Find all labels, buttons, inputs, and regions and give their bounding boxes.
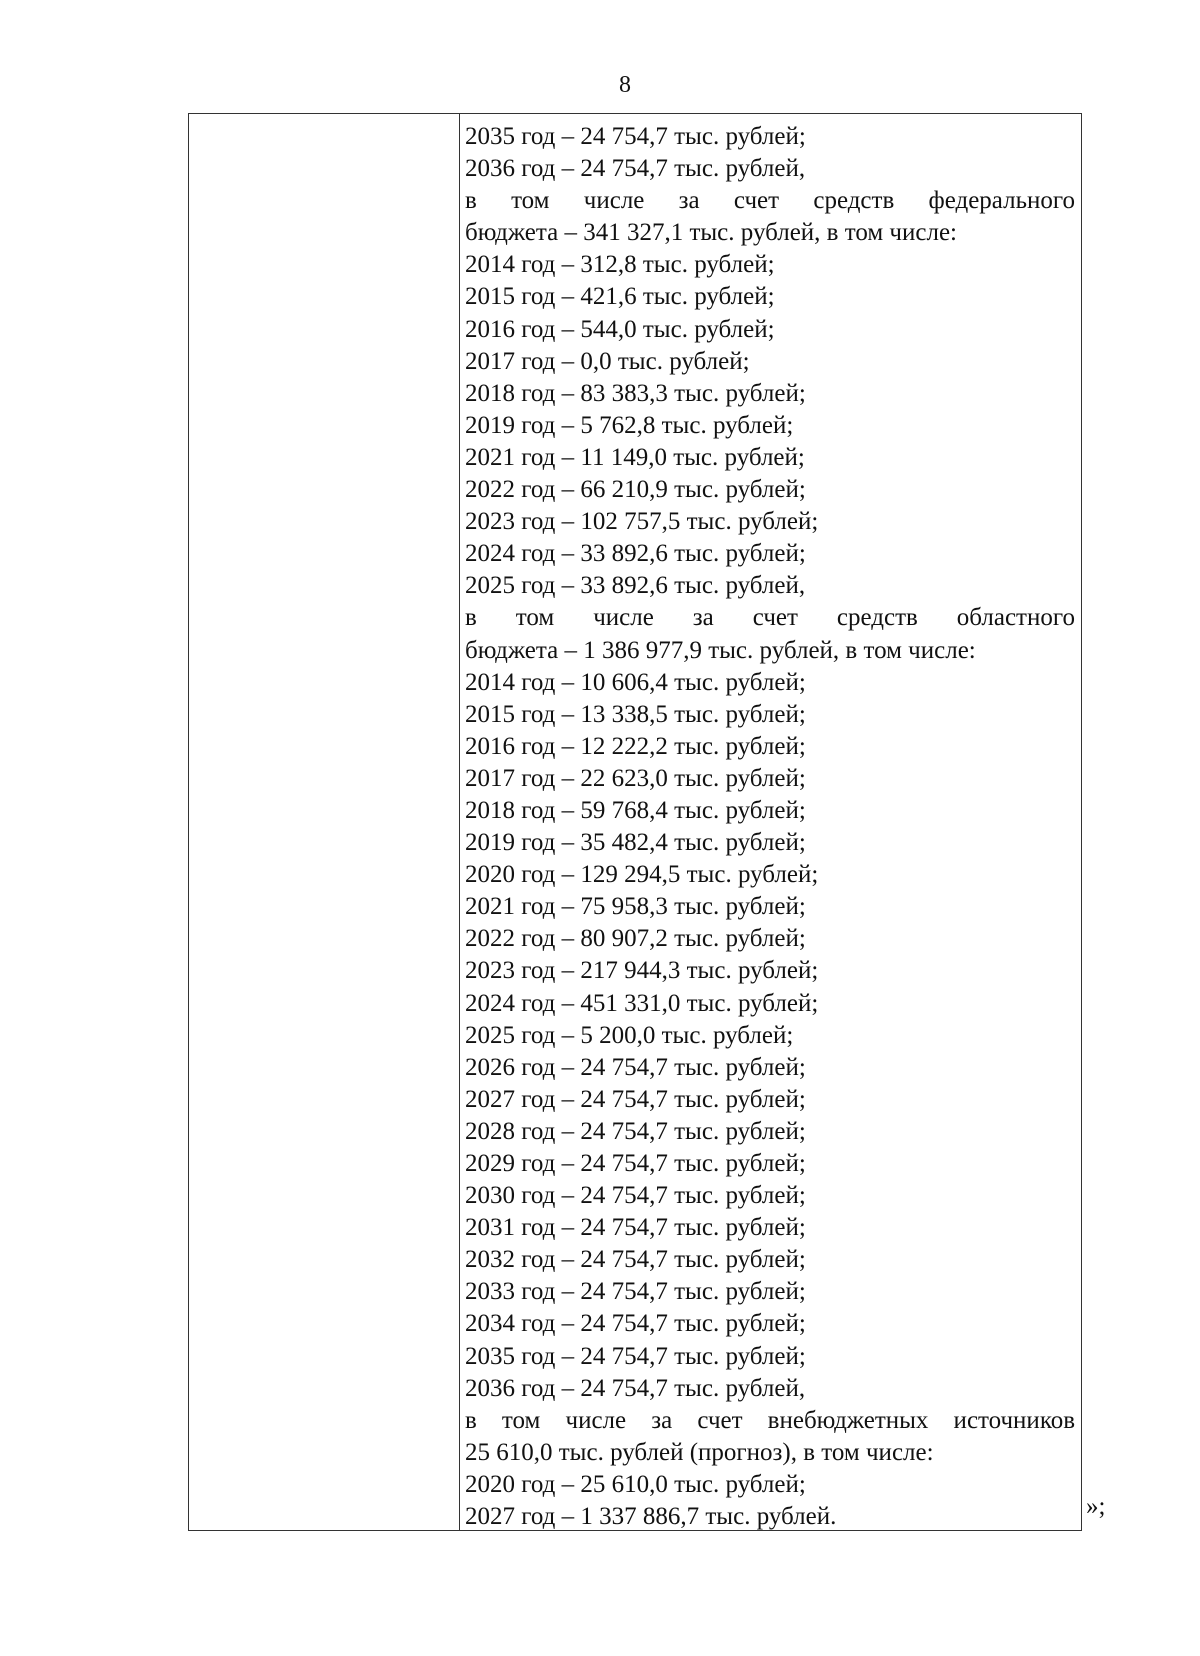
text-line: 2016 год – 544,0 тыс. рублей; — [465, 315, 775, 343]
text-line: 2034 год – 24 754,7 тыс. рублей; — [465, 1310, 806, 1338]
page-number: 8 — [619, 72, 631, 98]
text-line: 2027 год – 1 337 886,7 тыс. рублей. — [465, 1503, 837, 1531]
text-line: 2020 год – 129 294,5 тыс. рублей; — [465, 861, 819, 889]
text-line: 2026 год – 24 754,7 тыс. рублей; — [465, 1053, 806, 1081]
text-line: в том числе за счет внебюджетных источников — [465, 1406, 1075, 1434]
text-line: 2017 год – 22 623,0 тыс. рублей; — [465, 764, 806, 792]
text-line: в том числе за счет средств федерального — [465, 187, 1075, 215]
table-right-cell — [460, 114, 1081, 1530]
text-line: 2022 год – 80 907,2 тыс. рублей; — [465, 925, 806, 953]
text-line: 2021 год – 75 958,3 тыс. рублей; — [465, 893, 806, 921]
text-line: 2025 год – 33 892,6 тыс. рублей, — [465, 572, 806, 600]
text-line: 2021 год – 11 149,0 тыс. рублей; — [465, 443, 805, 471]
text-line: 2032 год – 24 754,7 тыс. рублей; — [465, 1246, 806, 1274]
text-line: бюджета – 1 386 977,9 тыс. рублей, в том числе: — [465, 636, 976, 664]
text-line: 2031 год – 24 754,7 тыс. рублей; — [465, 1214, 806, 1242]
text-line: 2017 год – 0,0 тыс. рублей; — [465, 347, 750, 375]
text-line: 2016 год – 12 222,2 тыс. рублей; — [465, 732, 806, 760]
text-line: 2025 год – 5 200,0 тыс. рублей; — [465, 1021, 794, 1049]
text-line: 2015 год – 13 338,5 тыс. рублей; — [465, 700, 806, 728]
text-line: 2036 год – 24 754,7 тыс. рублей, — [465, 1374, 806, 1402]
text-line: 2020 год – 25 610,0 тыс. рублей; — [465, 1470, 806, 1498]
text-line: 2028 год – 24 754,7 тыс. рублей; — [465, 1117, 806, 1145]
text-line: 2029 год – 24 754,7 тыс. рублей; — [465, 1150, 806, 1177]
text-line: 2022 год – 66 210,9 тыс. рублей; — [465, 476, 806, 504]
text-line: в том числе за счет средств областного — [465, 604, 1075, 632]
text-line: 2015 год – 421,6 тыс. рублей; — [465, 283, 775, 311]
text-line: 2018 год – 83 383,3 тыс. рублей; — [465, 379, 806, 407]
text-line: 2018 год – 59 768,4 тыс. рублей; — [465, 796, 806, 824]
text-line: 2024 год – 451 331,0 тыс. рублей; — [465, 989, 819, 1017]
table-left-cell — [189, 114, 460, 1530]
text-line: 2023 год – 217 944,3 тыс. рублей; — [465, 957, 819, 985]
text-line: 2019 год – 5 762,8 тыс. рублей; — [465, 411, 794, 439]
text-line: 2027 год – 24 754,7 тыс. рублей; — [465, 1085, 806, 1113]
text-line: 2036 год – 24 754,7 тыс. рублей, — [465, 155, 806, 183]
text-line: 2014 год – 312,8 тыс. рублей; — [465, 251, 775, 279]
closing-quote-mark: »; — [1086, 1493, 1106, 1520]
text-line: 2019 год – 35 482,4 тыс. рублей; — [465, 829, 806, 857]
text-line: 2033 год – 24 754,7 тыс. рублей; — [465, 1278, 806, 1306]
text-line: 25 610,0 тыс. рублей (прогноз), в том числе: — [465, 1438, 934, 1466]
text-line: бюджета – 341 327,1 тыс. рублей, в том числе: — [465, 219, 957, 247]
text-line: 2024 год – 33 892,6 тыс. рублей; — [465, 540, 806, 568]
text-line: 2035 год – 24 754,7 тыс. рублей; — [465, 123, 806, 150]
text-line: 2014 год – 10 606,4 тыс. рублей; — [465, 668, 806, 696]
financing-table — [188, 113, 1082, 1531]
text-line: 2030 год – 24 754,7 тыс. рублей; — [465, 1182, 806, 1210]
text-line: 2035 год – 24 754,7 тыс. рублей; — [465, 1342, 806, 1370]
text-line: 2023 год – 102 757,5 тыс. рублей; — [465, 508, 819, 536]
